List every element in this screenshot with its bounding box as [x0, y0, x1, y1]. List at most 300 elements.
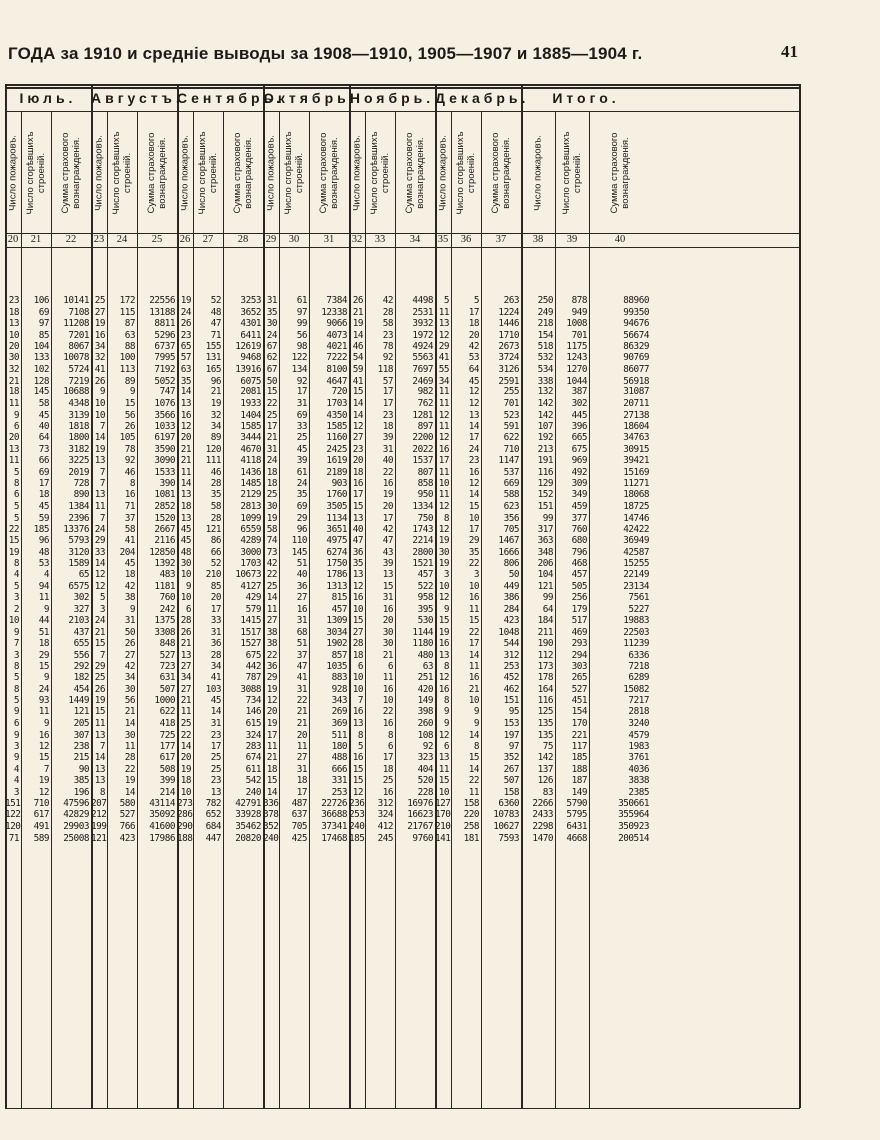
table-cell: 32	[8, 363, 19, 375]
table-cell: 29	[266, 672, 277, 684]
table-cell: 19	[438, 535, 449, 547]
table-cell: 36	[266, 660, 277, 672]
table-cell: 349	[571, 489, 587, 501]
table-cell: 22	[296, 695, 307, 707]
table-cell: 179	[571, 604, 587, 615]
table-cell: 134	[291, 363, 307, 375]
table-cell: 12	[468, 398, 479, 409]
table-cell: 85	[210, 580, 221, 592]
table-cell: 121	[91, 832, 107, 844]
table-cell: 20	[352, 455, 363, 467]
table-cell: 1081	[154, 489, 175, 501]
table-cell: 44	[38, 614, 49, 626]
table-cell: 41600	[149, 820, 175, 832]
table-cell: 47	[210, 318, 221, 330]
table-cell: 16	[352, 592, 363, 604]
table-cell: 47	[352, 535, 363, 547]
table-cell: 18	[8, 306, 19, 318]
table-cell: 302	[73, 592, 89, 604]
table-cell: 7	[357, 695, 363, 707]
table-cell: 451	[571, 695, 587, 707]
table-cell: 67	[266, 340, 277, 352]
table-cell: 2531	[412, 306, 433, 318]
table-cell: 16	[352, 706, 363, 718]
table-cell: 145	[291, 546, 307, 558]
table-cell: 13	[94, 775, 105, 787]
table-cell: 950	[417, 489, 433, 501]
table-cell: 897	[417, 421, 433, 433]
table-cell: 69	[296, 409, 307, 421]
table-cell: 11	[382, 672, 393, 684]
table-cell: 11	[266, 604, 277, 615]
table-cell: 188	[571, 763, 587, 775]
table-cell: 24	[468, 443, 479, 455]
table-cell: 544	[503, 638, 519, 650]
table-cell: 21	[8, 375, 19, 387]
table-cell: 369	[331, 717, 347, 729]
table-cell: 7218	[628, 660, 649, 672]
table-cell: 26	[94, 375, 105, 387]
table-cell: 16	[438, 683, 449, 695]
table-cell: 13916	[235, 363, 261, 375]
table-cell: 17	[210, 741, 221, 753]
table-cell: 52	[210, 295, 221, 306]
table-cell: 12	[438, 432, 449, 444]
table-cell: 324	[245, 729, 261, 741]
table-cell: 747	[159, 386, 175, 398]
table-cell: 420	[417, 683, 433, 695]
table-cell: 13	[8, 318, 19, 330]
table-cell: 6274	[326, 546, 347, 558]
table-cell: 212	[91, 809, 107, 821]
table-cell: 4289	[240, 535, 261, 547]
table-cell: 10	[352, 683, 363, 695]
table-cell: 103	[205, 683, 221, 695]
table-cell: 468	[571, 558, 587, 570]
table-cell: 324	[377, 809, 393, 821]
table-cell: 118	[377, 363, 393, 375]
table-cell: 457	[331, 604, 347, 615]
table-cell: 588	[503, 489, 519, 501]
table-cell: 949	[571, 306, 587, 318]
table-cell: 16	[382, 477, 393, 489]
table-cell: 1243	[566, 352, 587, 364]
column-header	[223, 113, 263, 233]
table-cell: 317	[537, 523, 553, 535]
table-cell: 37	[296, 649, 307, 661]
table-cell: 25	[94, 295, 105, 306]
table-cell: 58	[124, 523, 135, 535]
table-cell: 8	[13, 558, 19, 570]
table-cell: 2852	[154, 501, 175, 512]
column-header	[193, 113, 223, 233]
table-cell: 28	[352, 638, 363, 650]
table-cell: 507	[159, 683, 175, 695]
column-header-text: Число пожаровъ.	[93, 135, 105, 211]
table-cell: 19	[352, 318, 363, 330]
table-cell: 22149	[623, 569, 649, 581]
table-cell: 13	[180, 489, 191, 501]
table-cell: 7	[13, 638, 19, 650]
table-cell: 19	[124, 775, 135, 787]
table-cell: 11	[8, 455, 19, 467]
table-cell: 52	[210, 558, 221, 570]
table-cell: 469	[571, 626, 587, 638]
table-cell: 343	[331, 695, 347, 707]
table-cell: 64	[38, 432, 49, 444]
table-cell: 17	[296, 386, 307, 398]
month-header: Итого.	[552, 90, 620, 106]
table-cell: 527	[119, 809, 135, 821]
column-header	[21, 113, 51, 233]
table-cell: 14	[94, 432, 105, 444]
table-cell: 22	[468, 626, 479, 638]
table-cell: 675	[571, 443, 587, 455]
table-cell: 32	[210, 409, 221, 421]
table-cell: 58	[210, 501, 221, 512]
table-cell: 3651	[326, 523, 347, 535]
column-header-text: Число пожаровъ.	[7, 135, 19, 211]
table-cell: 18	[38, 489, 49, 501]
table-cell: 12	[438, 409, 449, 421]
table-cell: 11	[468, 786, 479, 798]
table-cell: 507	[503, 775, 519, 787]
table-cell: 1309	[326, 614, 347, 626]
table-cell: 9	[13, 409, 19, 421]
table-cell: 46	[210, 466, 221, 478]
table-cell: 27	[124, 649, 135, 661]
table-cell: 184	[537, 614, 553, 626]
table-cell: 17	[468, 523, 479, 535]
table-cell: 6197	[154, 432, 175, 444]
table-cell: 213	[537, 443, 553, 455]
table-cell: 5	[13, 672, 19, 684]
table-cell: 14	[468, 763, 479, 775]
column-header	[91, 113, 107, 233]
table-cell: 35	[210, 489, 221, 501]
table-cell: 22	[382, 706, 393, 718]
table-cell: 24	[94, 614, 105, 626]
table-cell: 104	[33, 340, 49, 352]
table-cell: 17	[210, 604, 221, 615]
table-cell: 3505	[326, 501, 347, 512]
table-cell: 903	[331, 477, 347, 489]
table-rule	[5, 84, 800, 86]
table-cell: 452	[503, 672, 519, 684]
table-cell: 6	[13, 421, 19, 433]
table-cell: 56	[124, 409, 135, 421]
table-cell: 527	[159, 649, 175, 661]
table-cell: 10	[180, 786, 191, 798]
table-cell: 3	[443, 569, 449, 581]
table-cell: 11	[124, 741, 135, 753]
table-cell: 113	[119, 363, 135, 375]
table-cell: 10	[8, 329, 19, 341]
table-cell: 8	[13, 660, 19, 672]
table-cell: 35	[180, 375, 191, 387]
table-cell: 21	[210, 386, 221, 398]
table-cell: 15	[468, 752, 479, 763]
table-cell: 15	[266, 386, 277, 398]
table-cell: 116	[537, 466, 553, 478]
table-cell: 294	[571, 649, 587, 661]
table-cell: 121	[205, 523, 221, 535]
table-cell: 181	[463, 832, 479, 844]
table-cell: 27	[352, 626, 363, 638]
table-cell: 58	[38, 398, 49, 409]
table-cell: 25	[210, 752, 221, 763]
column-header-text: Число сгорѣвшихъ строеній.	[25, 131, 47, 215]
table-cell: 15	[352, 501, 363, 512]
table-cell: 327	[73, 604, 89, 615]
table-cell: 135	[537, 729, 553, 741]
table-cell: 22	[124, 763, 135, 775]
table-cell: 97	[38, 318, 49, 330]
table-cell: 323	[417, 752, 433, 763]
table-cell: 5	[99, 592, 105, 604]
table-cell: 29	[94, 535, 105, 547]
table-cell: 19	[38, 775, 49, 787]
table-cell: 16	[124, 489, 135, 501]
column-header-text: Число сгорѣвшихъ строеній.	[283, 131, 305, 215]
table-cell: 47596	[63, 797, 89, 809]
table-cell: 26	[94, 683, 105, 695]
table-cell: 1099	[240, 512, 261, 524]
table-cell: 34	[438, 375, 449, 387]
table-cell: 928	[331, 683, 347, 695]
table-cell: 11	[468, 660, 479, 672]
table-cell: 4127	[240, 580, 261, 592]
table-cell: 36	[210, 638, 221, 650]
table-cell: 37	[124, 512, 135, 524]
table-cell: 15	[438, 614, 449, 626]
table-cell: 90	[78, 763, 89, 775]
table-cell: 19	[210, 398, 221, 409]
table-cell: 8	[99, 786, 105, 798]
table-cell: 93	[38, 695, 49, 707]
table-cell: 15	[382, 580, 393, 592]
table-cell: 9	[13, 626, 19, 638]
table-cell: 14	[468, 489, 479, 501]
table-cell: 21	[94, 626, 105, 638]
table-cell: 13	[180, 398, 191, 409]
table-cell: 3126	[498, 363, 519, 375]
table-cell: 1044	[566, 375, 587, 387]
month-header: Ноябрь.	[349, 90, 435, 106]
table-cell: 8	[473, 741, 479, 753]
table-cell: 172	[119, 295, 135, 306]
table-cell: 5724	[68, 363, 89, 375]
table-cell: 4350	[326, 409, 347, 421]
table-cell: 18068	[623, 489, 649, 501]
table-cell: 1404	[240, 409, 261, 421]
table-cell: 19	[382, 489, 393, 501]
table-cell: 39	[382, 558, 393, 570]
table-cell: 404	[417, 763, 433, 775]
table-cell: 7	[99, 477, 105, 489]
column-number: 28	[237, 234, 249, 245]
table-cell: 35	[352, 558, 363, 570]
table-cell: 31	[296, 683, 307, 695]
table-cell: 6575	[68, 580, 89, 592]
table-cell: 4	[13, 569, 19, 581]
table-cell: 1392	[154, 558, 175, 570]
table-cell: 5	[357, 741, 363, 753]
table-cell: 236	[349, 797, 365, 809]
table-cell: 22	[468, 558, 479, 570]
table-cell: 7384	[326, 295, 347, 306]
table-cell: 20	[266, 706, 277, 718]
table-cell: 20	[8, 340, 19, 352]
table-cell: 36	[296, 580, 307, 592]
table-cell: 253	[349, 809, 365, 821]
table-cell: 25008	[63, 832, 89, 844]
table-cell: 710	[503, 443, 519, 455]
table-cell: 45	[180, 523, 191, 535]
table-cell: 10673	[235, 569, 261, 581]
table-cell: 21	[180, 443, 191, 455]
table-cell: 12	[438, 501, 449, 512]
table-cell: 116	[537, 695, 553, 707]
table-cell: 16	[352, 752, 363, 763]
table-cell: 16	[382, 683, 393, 695]
table-cell: 185	[33, 523, 49, 535]
table-cell: 16	[468, 592, 479, 604]
table-cell: 652	[205, 809, 221, 821]
table-cell: 534	[537, 363, 553, 375]
table-cell: 11	[296, 741, 307, 753]
table-cell: 418	[159, 717, 175, 729]
table-cell: 34763	[623, 432, 649, 444]
table-cell: 11	[438, 421, 449, 433]
table-cell: 33	[210, 614, 221, 626]
table-cell: 13	[352, 717, 363, 729]
table-cell: 47	[296, 660, 307, 672]
table-cell: 9	[473, 706, 479, 718]
table-cell: 42791	[235, 797, 261, 809]
table-cell: 12	[266, 695, 277, 707]
table-cell: 13	[438, 752, 449, 763]
table-cell: 19883	[623, 614, 649, 626]
column-number: 39	[566, 234, 578, 245]
table-cell: 487	[291, 797, 307, 809]
table-cell: 680	[571, 535, 587, 547]
table-cell: 530	[417, 614, 433, 626]
table-cell: 6559	[240, 523, 261, 535]
table-cell: 12	[438, 329, 449, 341]
table-cell: 7	[99, 466, 105, 478]
table-cell: 89	[210, 432, 221, 444]
table-cell: 17	[296, 786, 307, 798]
table-cell: 363	[537, 535, 553, 547]
table-cell: 617	[159, 752, 175, 763]
table-cell: 9760	[412, 832, 433, 844]
table-cell: 13	[438, 318, 449, 330]
table-cell: 589	[33, 832, 49, 844]
table-cell: 13	[180, 649, 191, 661]
table-cell: 3	[13, 741, 19, 753]
table-cell: 238	[73, 741, 89, 753]
table-cell: 11	[180, 466, 191, 478]
table-cell: 37341	[321, 820, 347, 832]
table-cell: 508	[159, 763, 175, 775]
table-cell: 51	[38, 626, 49, 638]
table-cell: 292	[73, 660, 89, 672]
table-cell: 336	[263, 797, 279, 809]
table-cell: 517	[571, 614, 587, 626]
table-cell: 258	[463, 820, 479, 832]
table-cell: 34	[180, 672, 191, 684]
table-cell: 74	[266, 535, 277, 547]
table-cell: 20711	[623, 398, 649, 409]
table-cell: 92	[382, 352, 393, 364]
table-cell: 3	[99, 604, 105, 615]
table-cell: 13	[94, 763, 105, 775]
table-cell: 11	[438, 466, 449, 478]
table-cell: 218	[537, 318, 553, 330]
table-cell: 20820	[235, 832, 261, 844]
table-cell: 36688	[321, 809, 347, 821]
table-cell: 45	[468, 375, 479, 387]
table-cell: 88960	[623, 295, 649, 306]
table-cell: 182	[73, 672, 89, 684]
table-cell: 3120	[68, 546, 89, 558]
table-cell: 12	[94, 580, 105, 592]
table-cell: 42	[266, 558, 277, 570]
table-cell: 210	[205, 569, 221, 581]
table-cell: 13	[382, 569, 393, 581]
table-cell: 273	[177, 797, 193, 809]
table-cell: 13	[8, 443, 19, 455]
table-cell: 19	[266, 717, 277, 729]
table-cell: 312	[377, 797, 393, 809]
table-cell: 35092	[149, 809, 175, 821]
table-cell: 170	[571, 717, 587, 729]
table-cell: 5	[13, 501, 19, 512]
table-cell: 1281	[412, 409, 433, 421]
table-cell: 1384	[68, 501, 89, 512]
table-cell: 2673	[498, 340, 519, 352]
table-cell: 42422	[623, 523, 649, 535]
table-cell: 267	[503, 763, 519, 775]
table-cell: 30	[8, 352, 19, 364]
table-cell: 8811	[154, 318, 175, 330]
table-cell: 5790	[566, 797, 587, 809]
table-cell: 145	[33, 386, 49, 398]
table-cell: 1415	[240, 614, 261, 626]
column-number: 21	[30, 234, 42, 245]
table-cell: 12	[94, 569, 105, 581]
table-cell: 11	[94, 717, 105, 729]
table-cell: 26	[352, 295, 363, 306]
table-cell: 2214	[412, 535, 433, 547]
table-cell: 33	[94, 546, 105, 558]
table-cell: 23	[210, 775, 221, 787]
table-cell: 11	[438, 763, 449, 775]
table-cell: 90769	[623, 352, 649, 364]
table-cell: 1033	[154, 421, 175, 433]
table-cell: 185	[349, 832, 365, 844]
table-cell: 99	[542, 512, 553, 524]
table-cell: 240	[263, 832, 279, 844]
table-cell: 56918	[623, 375, 649, 387]
table-cell: 64	[468, 363, 479, 375]
table-cell: 26	[124, 421, 135, 433]
table-cell: 622	[503, 432, 519, 444]
table-cell: 331	[331, 775, 347, 787]
table-cell: 10	[468, 695, 479, 707]
table-cell: 111	[205, 455, 221, 467]
